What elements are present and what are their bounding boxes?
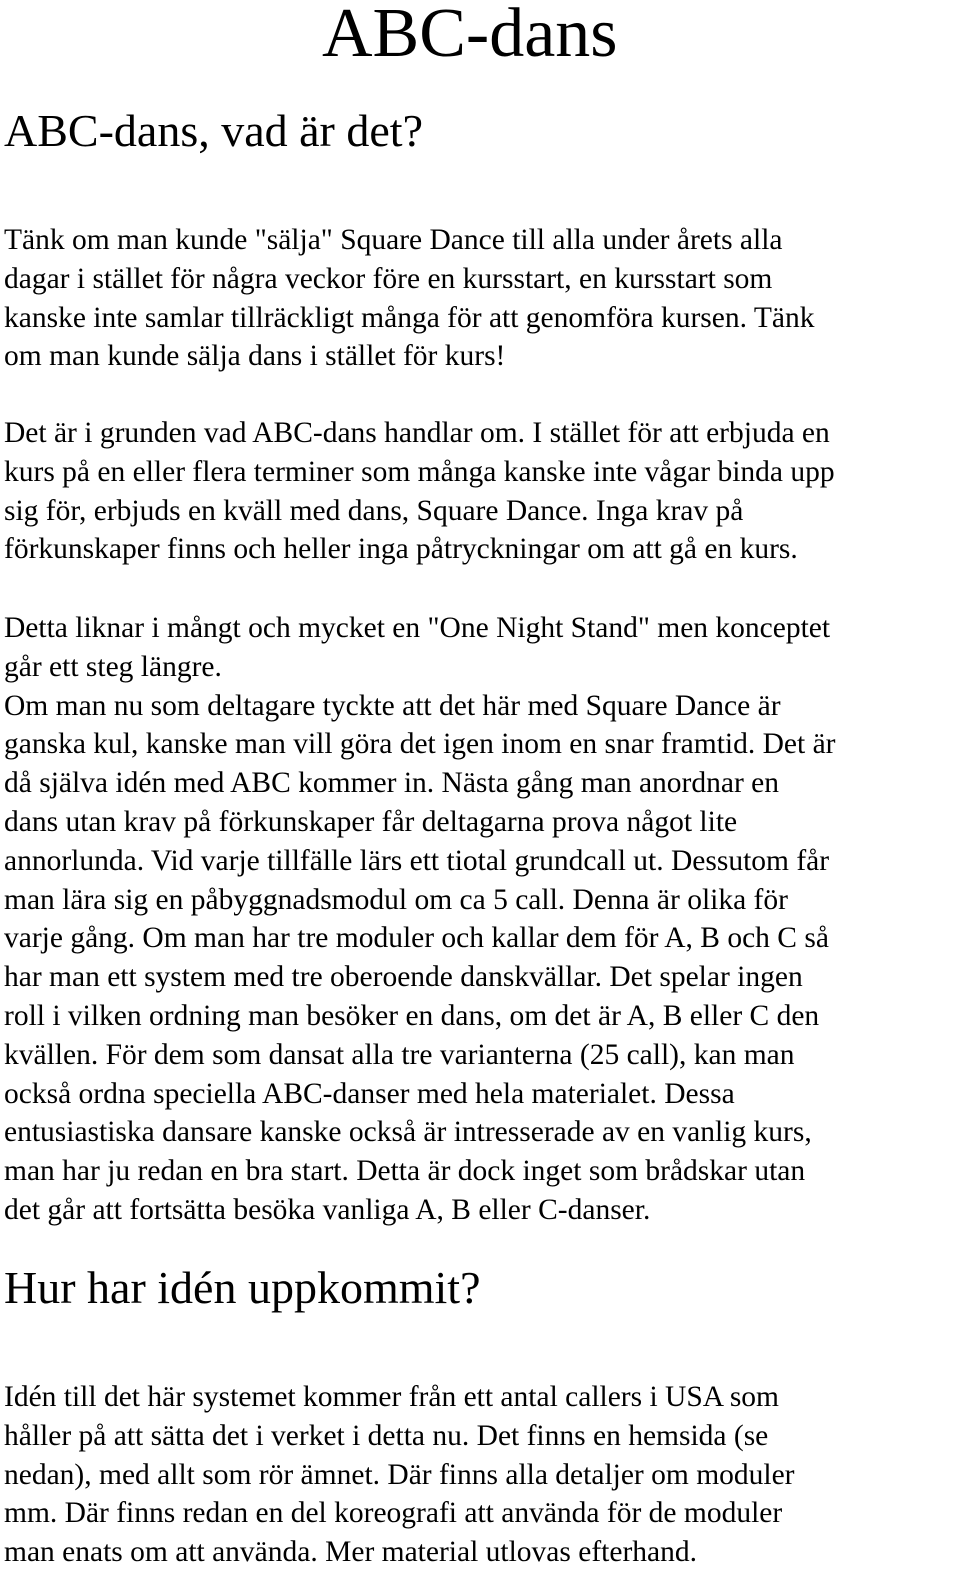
text-line: Idén till det här systemet kommer från ett antal callers i USA som xyxy=(4,1381,779,1413)
paragraph-intro xyxy=(4,221,954,376)
text-line: har man ett system med tre oberoende danskvällar. Det spelar ingen xyxy=(4,961,803,994)
text-line: Det är i grunden vad ABC-dans handlar om. I stället för att erbjuda en xyxy=(4,417,830,449)
text-line: går ett steg längre. xyxy=(4,650,222,683)
paragraph-details xyxy=(4,609,954,1230)
text-line: man har ju redan en bra start. Detta är dock inget som brådskar utan xyxy=(4,1155,806,1188)
text-line: annorlunda. Vid varje tillfälle lärs ett tiotal grundcall ut. Dessutom får xyxy=(4,844,830,877)
text-line: dans utan krav på förkunskaper får deltagarna prova något lite xyxy=(4,805,738,838)
text-line: håller på att sätta det i verket i detta nu. Det finns en hemsida (se xyxy=(4,1419,769,1452)
section-heading-abc-dans: ABC-dans, vad är det? xyxy=(4,105,423,156)
text-line: mm. Där finns redan en del koreografi att använda för de moduler xyxy=(4,1497,783,1530)
text-line: man lära sig en påbyggnadsmodul om ca 5 call. Denna är olika för xyxy=(4,883,788,916)
text-line: ganska kul, kanske man vill göra det igen inom en snar framtid. Det är xyxy=(4,728,836,761)
text-line: sig för, erbjuds en kväll med dans, Square Dance. Inga krav på xyxy=(4,494,744,527)
text-line: Detta liknar i mångt och mycket en "One Night Stand" men konceptet xyxy=(4,612,831,644)
text-line: Tänk om man kunde "sälja" Square Dance till alla under årets alla xyxy=(4,224,783,256)
text-line: roll i vilken ordning man besöker en dans, om det är A, B eller C den xyxy=(4,999,820,1032)
section-heading-origin: Hur har idén uppkommit? xyxy=(4,1262,481,1313)
paragraph-concept xyxy=(4,414,960,569)
text-line: kanske inte samlar tillräckligt många för att genomföra kursen. Tänk xyxy=(4,301,815,334)
text-line: man enats om att använda. Mer material utlovas efterhand. xyxy=(4,1536,697,1569)
text-line: om man kunde sälja dans i stället för kurs! xyxy=(4,340,506,373)
text-line: också ordna speciella ABC-danser med hela materialet. Dessa xyxy=(4,1077,735,1110)
text-line: det går att fortsätta besöka vanliga A, B eller C-danser. xyxy=(4,1193,651,1226)
text-line: dagar i stället för några veckor före en kursstart, en kursstart som xyxy=(4,262,773,295)
text-line: varje gång. Om man har tre moduler och kallar dem för A, B och C så xyxy=(4,922,829,955)
text-line: förkunskaper finns och heller inga påtryckningar om att gå en kurs. xyxy=(4,533,798,566)
text-line: entusiastiska dansare kanske också är intresserade av en vanlig kurs, xyxy=(4,1116,812,1149)
paragraph-origin xyxy=(4,1378,960,1572)
text-line: då själva idén med ABC kommer in. Nästa gång man anordnar en xyxy=(4,767,779,800)
text-line: kurs på en eller flera terminer som många kanske inte vågar binda upp xyxy=(4,455,835,488)
text-line: Om man nu som deltagare tyckte att det här med Square Dance är xyxy=(4,689,781,722)
text-line: kvällen. För dem som dansat alla tre varianterna (25 call), kan man xyxy=(4,1038,795,1071)
page-title: ABC-dans xyxy=(322,0,618,72)
text-line: nedan), med allt som rör ämnet. Där finns alla detaljer om moduler xyxy=(4,1458,795,1491)
